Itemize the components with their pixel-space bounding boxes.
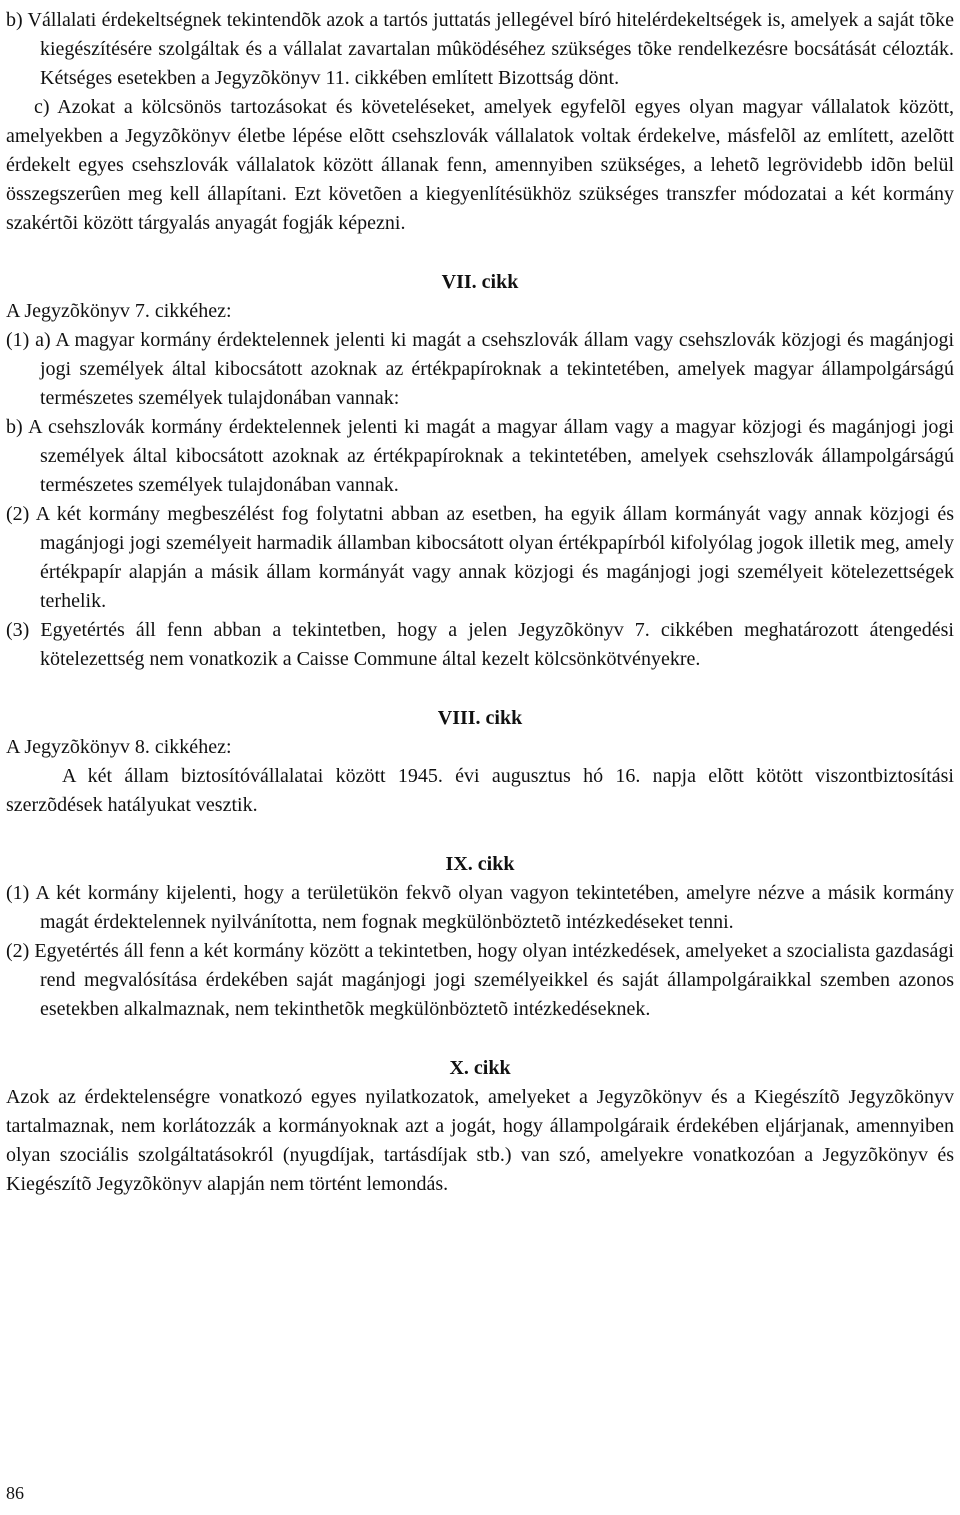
heading-article-x: X. cikk: [449, 1057, 511, 1079]
article-vii-paragraph-1a: (1) a) A magyar kormány érdektelennek jelenti ki magát a csehszlovák állam vagy csehszlovák közjogi és magánjogi jogi személyek által kibocsátott azoknak az értékpapíroknak a tekintetében, amelyek magyar állampolgárságú természetes személyek tulajdonában vannak:: [6, 329, 954, 409]
paragraph-c: c) Azokat a kölcsönös tartozásokat és követeléseket, amelyek egyfelõl egyes olyan magyar vállalatok között, amelyekben a Jegyzõkönyv életbe lépése elõtt csehszlovák vállalatok voltak érdekelve, másfelõl az említett, azelõtt érdekelt egyes csehszlovák vállalatok között állanak fenn, amennyiben szükséges, a lehetõ legrövidebb idõn belül összegszerûen meg kell állapítani. Ezt követõen a kiegyenlítésükhöz szükséges transzfer módozatai a két kormány szakértõi között tárgyalás anyagát fogják képezni.: [6, 96, 954, 234]
article-vii-paragraph-1b: b) A csehszlovák kormány érdektelennek jelenti ki magát a magyar állam vagy a magyar közjogi és magánjogi jogi személyek által kibocsátott azoknak az értékpapíroknak a tekintetében, amelyek csehszlovák állampolgárságú természetes személyek tulajdonában vannak.: [6, 416, 954, 496]
document-page: [6, 6, 954, 1199]
page-number: 86: [6, 1483, 24, 1503]
heading-article-vii: VII. cikk: [441, 271, 519, 293]
heading-article-ix: IX. cikk: [445, 853, 515, 875]
article-x-paragraph-1: Azok az érdektelenségre vonatkozó egyes nyilatkozatok, amelyeket a Jegyzõkönyv és a Kiegészítõ Jegyzõkönyv tartalmaznak, nem korlátozzák a kormányoknak azt a jogát, hogy állampolgáraik érdekében eljárjanak, amennyiben olyan szociális szolgáltatásokról (nyugdíjak, tartásdíjak stb.) van szó, amelyekre vonatkozóan a Jegyzõkönyv és Kiegészítõ Jegyzõkönyv alapján nem történt lemondás.: [6, 1086, 954, 1195]
article-vii-paragraph-3: (3) Egyetértés áll fenn abban a tekintetben, hogy a jelen Jegyzõkönyv 7. cikkében meghatározott átengedési kötelezettség nem vonatkozik a Caisse Commune által kezelt kölcsönkötvényekre.: [6, 619, 954, 670]
article-vii-paragraph-2: (2) A két kormány megbeszélést fog folytatni abban az esetben, ha egyik állam kormányát vagy annak közjogi és magánjogi jogi személyeit harmadik államban kibocsátott olyan értékpapírból kifolyólag jogok illetik meg, amely értékpapír alapján a másik állam kormányát vagy annak közjogi és magánjogi jogi személyeit kötelezettségek terhelik.: [6, 503, 954, 612]
article-ix-paragraph-1: (1) A két kormány kijelenti, hogy a területükön fekvõ olyan vagyon tekintetében, amelyre nézve a másik kormány magát érdektelennek nyilvánította, nem fognak megkülönböztetõ intézkedéseket tenni.: [6, 882, 954, 933]
paragraph-b: b) Vállalati érdekeltségnek tekintendõk azok a tartós juttatás jellegével bíró hitelérdekeltségek is, amelyek a saját tõke kiegészítésére szolgáltak és a vállalat zavartalan mûködéséhez szükséges tõke rendelkezésre bocsátását célozták. Kétséges esetekben a Jegyzõkönyv 11. cikkében említett Bizottság dönt.: [6, 9, 954, 89]
heading-article-viii: VIII. cikk: [437, 707, 523, 729]
article-viii-intro: A Jegyzõkönyv 8. cikkéhez:: [6, 736, 232, 758]
article-viii-paragraph-1: A két állam biztosítóvállalatai között 1945. évi augusztus hó 16. napja elõtt kötött viszontbiztosítási szerzõdések hatályukat vesztik.: [6, 765, 954, 816]
article-vii-intro: A Jegyzõkönyv 7. cikkéhez:: [6, 300, 232, 322]
article-ix-paragraph-2: (2) Egyetértés áll fenn a két kormány között a tekintetben, hogy olyan intézkedések, amelyeket a szocialista gazdasági rend megvalósítása érdekében saját magánjogi jogi személyeikkel és saját állampolgáraikkal szemben azonos esetekben alkalmaznak, nem tekinthetõk megkülönböztetõ intézkedéseknek.: [6, 940, 954, 1020]
